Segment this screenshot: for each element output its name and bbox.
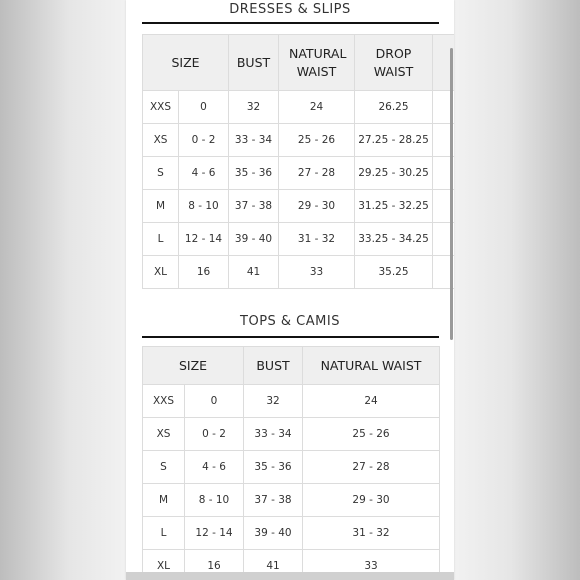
table-row [143, 91, 455, 124]
size-number: 16 [185, 550, 244, 580]
natural-waist-value: 27 - 28 [279, 157, 355, 190]
size-number: 12 - 14 [179, 223, 229, 256]
natural-waist-value: 24 [303, 385, 440, 418]
tops-title-rule [142, 336, 439, 338]
drop-waist-value: 31.25 - 32.25 [355, 190, 433, 223]
size-number: 0 - 2 [185, 418, 244, 451]
size-number: 4 - 6 [185, 451, 244, 484]
size-label: M [143, 190, 179, 223]
bust-value: 37 - 38 [244, 484, 303, 517]
dresses-size-table [142, 34, 454, 289]
natural-waist-value: 33 [303, 550, 440, 580]
bust-value: 39 - 40 [229, 223, 279, 256]
size-number: 0 [185, 385, 244, 418]
drop-waist-value: 27.25 - 28.25 [355, 124, 433, 157]
bust-value: 32 [229, 91, 279, 124]
size-label: S [143, 451, 185, 484]
drop-waist-value: 29.25 - 30.25 [355, 157, 433, 190]
bust-value: 39 - 40 [244, 517, 303, 550]
size-number: 12 - 14 [185, 517, 244, 550]
size-label: L [143, 517, 185, 550]
size-label: M [143, 484, 185, 517]
natural-waist-value: 31 - 32 [279, 223, 355, 256]
table-row [143, 256, 455, 289]
dresses-header-size: SIZE [143, 35, 229, 91]
table-row [143, 124, 455, 157]
tops-size-table [142, 346, 440, 580]
drop-waist-value: 33.25 - 34.25 [355, 223, 433, 256]
tops-header-natural-waist: NATURAL WAIST [303, 347, 440, 385]
bust-value: 33 - 34 [244, 418, 303, 451]
bust-value: 41 [229, 256, 279, 289]
natural-waist-value: 25 - 26 [279, 124, 355, 157]
natural-waist-value: 33 [279, 256, 355, 289]
drop-waist-value: 26.25 [355, 91, 433, 124]
bust-value: 35 - 36 [244, 451, 303, 484]
dresses-header-drop-waist: DROP WAIST [355, 35, 433, 91]
tops-section-title: TOPS & CAMIS [240, 314, 340, 329]
size-label: XXS [143, 91, 179, 124]
size-number: 0 [179, 91, 229, 124]
tops-header-bust: BUST [244, 347, 303, 385]
size-number: 8 - 10 [185, 484, 244, 517]
natural-waist-value: 24 [279, 91, 355, 124]
table-row [143, 223, 455, 256]
size-label: S [143, 157, 179, 190]
natural-waist-value: 31 - 32 [303, 517, 440, 550]
natural-waist-value: 25 - 26 [303, 418, 440, 451]
table-row [143, 418, 440, 451]
table-row [143, 484, 440, 517]
size-label: XL [143, 550, 185, 580]
size-label: XS [143, 418, 185, 451]
size-label: XL [143, 256, 179, 289]
bust-value: 32 [244, 385, 303, 418]
tops-header-size: SIZE [143, 347, 244, 385]
size-chart-page [126, 0, 454, 580]
size-number: 4 - 6 [179, 157, 229, 190]
bust-value: 35 - 36 [229, 157, 279, 190]
bust-value: 33 - 34 [229, 124, 279, 157]
dresses-section-title: DRESSES & SLIPS [229, 2, 351, 17]
size-number: 8 - 10 [179, 190, 229, 223]
vertical-scrollbar[interactable] [450, 48, 453, 340]
drop-waist-value: 35.25 [355, 256, 433, 289]
table-row [143, 517, 440, 550]
dresses-header-bust: BUST [229, 35, 279, 91]
size-number: 0 - 2 [179, 124, 229, 157]
size-label: L [143, 223, 179, 256]
natural-waist-value: 27 - 28 [303, 451, 440, 484]
dresses-header-natural-waist: NATURAL WAIST [279, 35, 355, 91]
bust-value: 37 - 38 [229, 190, 279, 223]
table-row [143, 190, 455, 223]
natural-waist-value: 29 - 30 [303, 484, 440, 517]
dresses-title-rule [142, 22, 439, 24]
size-label: XXS [143, 385, 185, 418]
natural-waist-value: 29 - 30 [279, 190, 355, 223]
bust-value: 41 [244, 550, 303, 580]
table-row [143, 451, 440, 484]
bottom-edge-bar [126, 572, 454, 580]
table-row [143, 157, 455, 190]
size-label: XS [143, 124, 179, 157]
table-row [143, 385, 440, 418]
size-number: 16 [179, 256, 229, 289]
